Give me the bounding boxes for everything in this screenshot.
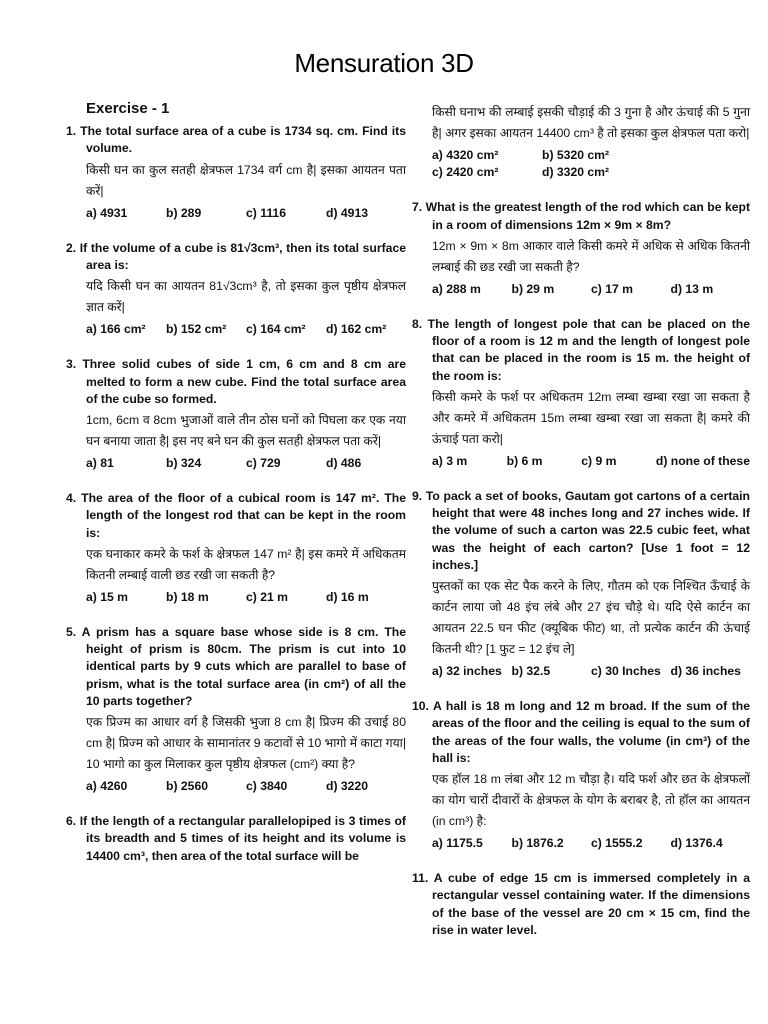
- question-6-continued: [412, 102, 750, 181]
- question-text-hindi: 1cm, 6cm व 8cm भुजाओं वाले तीन ठोस घनों को पिघला कर एक नया घन बनाया जाता है| इस नए बने घन की कुल सतही क्षेत्रफल पता करें|: [86, 413, 406, 449]
- option: c) 2420 cm²: [432, 165, 499, 180]
- question-text-english: 1. The total surface area of a cube is 1734 sq. cm. Find its volume.: [66, 124, 406, 156]
- answer-options: [412, 835, 750, 852]
- option: b) 2560: [166, 779, 209, 794]
- question-item: [66, 490, 406, 606]
- option: b) 29 m: [511, 281, 555, 296]
- question-item: [412, 316, 750, 470]
- question-item: [412, 698, 750, 852]
- option: c) 9 m: [581, 453, 617, 468]
- question-6-hindi-continued: किसी घनाभ की लम्बाई इसकी चौड़ाई की 3 गुना है और ऊंचाई की 5 गुना है| अगर इसका आयतन 14400 cm³ है तो इसका कुल क्षेत्रफल पता करो|: [432, 105, 750, 140]
- question-text-hindi: किसी घन का कुल सतही क्षेत्रफल 1734 वर्ग cm है| इसका आयतन पता करें|: [86, 162, 406, 198]
- option: b) 152 cm²: [166, 322, 227, 337]
- option: b) 324: [166, 456, 202, 471]
- option: a) 166 cm²: [86, 322, 146, 337]
- question-item: [66, 813, 406, 865]
- option: c) 3840: [246, 779, 288, 794]
- option: a) 3 m: [432, 453, 468, 468]
- question-text-english: 5. A prism has a square base whose side is 8 cm. The height of prism is 80cm. The prism is cut into 10 identical parts by 9 cuts which are parallel to base of prism, what is the total surface area (in cm²) of all the 10 parts together?: [66, 625, 406, 708]
- page-title: Mensuration 3D: [294, 48, 474, 78]
- option: a) 15 m: [86, 589, 129, 604]
- answer-options: [66, 778, 406, 795]
- option: b) 289: [166, 205, 202, 220]
- question-item: [412, 870, 750, 939]
- question-text-hindi: एक हॉल 18 m लंबा और 12 m चौड़ा है। यदि फर्श और छत के क्षेत्रफलों का योग चारों दीवारों के क्षेत्रफल के योग के बराबर है, तो हॉल का आयतन (in cm³) है:: [432, 772, 750, 829]
- question-text-english: 3. Three solid cubes of side 1 cm, 6 cm and 8 cm are melted to form a new cube. Find the total surface area of the cube so formed.: [66, 357, 406, 406]
- question-item: [412, 488, 750, 680]
- question-text-english: 2. If the volume of a cube is 81√3cm³, then its total surface area is:: [66, 240, 406, 273]
- option: c) 1116: [246, 205, 286, 220]
- question-text-english: 7. What is the greatest length of the rod which can be kept in a room of dimensions 12m × 9m × 8m?: [412, 200, 750, 232]
- question-text-hindi: 12m × 9m × 8m आकार वाले किसी कमरे में अधिक से अधिक कितनी लम्बाई की छड रखी जा सकती है?: [432, 238, 750, 274]
- right-column: [412, 102, 750, 957]
- answer-options: [412, 453, 750, 470]
- question-item: [66, 624, 406, 795]
- left-column: [66, 100, 406, 883]
- answer-options: [412, 663, 750, 680]
- option: a) 288 m: [432, 281, 481, 296]
- question-text-hindi: एक घनाकार कमरे के फर्श के क्षेत्रफल 147 m² है| इस कमरे में अधिकतम कितनी लम्बाई वाली छड रखी जा सकती है?: [86, 546, 406, 582]
- question-text-english: 6. If the length of a rectangular parallelopiped is 3 times of its breadth and 5 times of its height and its volume is 14400 cm³, then area of the total surface will be: [66, 814, 406, 863]
- option: c) 17 m: [591, 281, 634, 296]
- option: c) 30 Inches: [591, 664, 661, 679]
- question-item: [66, 356, 406, 472]
- exercise-heading: Exercise - 1: [86, 100, 170, 117]
- option: b) 32.5: [511, 664, 551, 679]
- question-text-english: 4. The area of the floor of a cubical room is 147 m². The length of the longest rod that can be kept in the room is:: [66, 491, 406, 540]
- question-text-hindi: पुस्तकों का एक सेट पैक करने के लिए, गौतम को एक निश्चित ऊँचाई के कार्टन लाया जो 48 इंच लंबे और 27 इंच चौड़े थे। यदि ऐसे कार्टन का आयतन 22.5 घन फीट (क्यूबिक फीट) था, तो प्रत्येक कार्टन की ऊंचाई कितनी थी? [1 फुट = 12 इंच ले]: [432, 579, 750, 657]
- option: a) 4931: [86, 205, 128, 220]
- option: a) 81: [86, 456, 114, 471]
- option: c) 21 m: [246, 589, 289, 604]
- option: d) 4913: [326, 205, 369, 220]
- option: d) 13 m: [670, 281, 714, 296]
- question-item: [412, 199, 750, 298]
- question-6-options: [412, 147, 652, 181]
- left-question-list: [66, 123, 406, 865]
- question-text-english: 8. The length of longest pole that can be placed on the floor of a room is 12 m and the length of longest pole that can be placed in the room is 15 m. the height of the room is:: [412, 317, 750, 383]
- question-text-english: 10. A hall is 18 m long and 12 m broad. If the sum of the areas of the floor and the ceiling is equal to the sum of the areas of the four walls, the volume (in cm³) of the hall is:: [412, 699, 750, 765]
- option: d) 486: [326, 456, 362, 471]
- question-item: [66, 240, 406, 339]
- answer-options: [66, 205, 406, 222]
- option: d) 162 cm²: [326, 322, 387, 337]
- option: c) 1555.2: [591, 836, 643, 851]
- question-item: [66, 123, 406, 222]
- option: d) 3320 cm²: [542, 165, 610, 180]
- question-text-hindi: यदि किसी घन का आयतन 81√3cm³ है, तो इसका कुल पृष्ठीय क्षेत्रफल ज्ञात करें|: [86, 279, 406, 315]
- option: a) 4320 cm²: [432, 148, 499, 162]
- answer-options: [66, 321, 406, 338]
- option: b) 18 m: [166, 589, 209, 604]
- option: a) 32 inches: [432, 664, 502, 679]
- option: c) 164 cm²: [246, 322, 306, 337]
- option: d) 3220: [326, 779, 369, 794]
- option: b) 5320 cm²: [542, 148, 610, 162]
- right-question-list: [412, 199, 750, 939]
- option: c) 729: [246, 456, 281, 471]
- option: d) none of these: [655, 453, 750, 468]
- question-text-hindi: एक प्रिज्म का आधार वर्ग है जिसकी भुजा 8 cm है| प्रिज्म की उचाई 80 cm है| प्रिज्म को आधार के सामानांतर 9 कटावों से 10 भागो में काटा गया| 10 भागो का कुल मिलाकर कुल पृष्ठीय क्षेत्रफल (cm²) क्या है?: [86, 715, 406, 772]
- option: a) 1175.5: [432, 836, 483, 851]
- option: b) 6 m: [506, 453, 543, 468]
- option: a) 4260: [86, 779, 128, 794]
- question-text-hindi: किसी कमरे के फर्श पर अधिकतम 12m लम्बा खम्बा रखा जा सकता है और कमरे में अधिकतम 15m लम्बा खम्बा रखा जा सकता है| कमरे की ऊंचाई पता करो|: [432, 389, 750, 446]
- answer-options: [66, 589, 406, 606]
- option: b) 1876.2: [511, 836, 564, 851]
- option: d) 1376.4: [670, 836, 723, 851]
- option: d) 36 inches: [670, 664, 741, 679]
- question-text-english: 11. A cube of edge 15 cm is immersed completely in a rectangular vessel containing water. If the dimensions of the base of the vessel are 20 cm × 15 cm, find the rise in water level.: [412, 871, 750, 937]
- answer-options: [412, 281, 750, 298]
- answer-options: [66, 455, 406, 472]
- option: d) 16 m: [326, 589, 369, 604]
- question-text-english: 9. To pack a set of books, Gautam got cartons of a certain height that were 48 inches long and 27 inches wide. If the volume of such a carton was 22.5 cubic feet, what was the height of each carton? [Use 1 foot = 12 inches.]: [412, 489, 750, 572]
